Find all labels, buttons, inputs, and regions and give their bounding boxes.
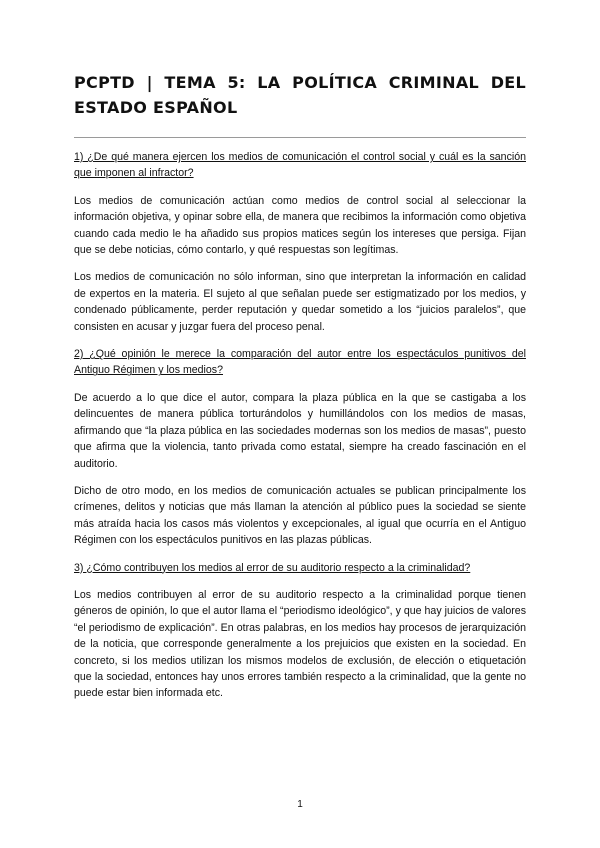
answer-1-paragraph-1: Los medios de comunicación actúan como medios de control social al seleccionar la información objetiva, y opinar sobre ella, de manera que recibimos la información como objetiva cuando cada medio le ha añadido sus propios matices según los intereses que persiga. Fijan que se debe noticias, cómo contarlo, y qué respuestas son legítimas. <box>74 194 526 257</box>
answer-3-paragraph-1: Los medios contribuyen al error de su auditorio respecto a la criminalidad porque tienen géneros de opinión, lo que el autor llama el “periodismo ideológico”, y que hay juicios de valores “el periodismo de explicación”. En otras palabras, en los medios hay procesos de jerarquización de la noticia, que corresponde generalmente a los prejuicios que existen en la sociedad. En concreto, si los medios utilizan los mismos modelos de exclusión, de elección o etiquetación que la sociedad, entonces hay unos errores también respecto a la criminalidad, que la gente no puede estar bien informada etc. <box>74 588 526 700</box>
document-title: PCPTD | TEMA 5: LA POLÍTICA CRIMINAL DEL ESTADO ESPAÑOL <box>74 73 526 117</box>
question-3: 3) ¿Cómo contribuyen los medios al error de su auditorio respecto a la criminalidad? <box>74 561 471 574</box>
answer-1-paragraph-2: Los medios de comunicación no sólo informan, sino que interpretan la información en calidad de expertos en la materia. El sujeto al que señalan puede ser estigmatizado por los medios, y condenado públicamente, perder reputación y quedar sometido a los “juicios paralelos”, que consisten en acusar y juzgar fuera del proceso penal. <box>74 271 526 333</box>
title-divider <box>74 137 526 138</box>
page-number: 1 <box>297 799 303 810</box>
section-1 <box>74 149 526 335</box>
section-3 <box>74 560 526 702</box>
question-1: 1) ¿De qué manera ejercen los medios de comunicación el control social y cuál es la sanción que imponen al infractor? <box>74 151 526 180</box>
section-2 <box>74 346 526 548</box>
answer-2-paragraph-1: De acuerdo a lo que dice el autor, compara la plaza pública en la que se castigaba a los delincuentes de manera pública torturándolos y humillándolos con los medios de masas, afirmando que “la plaza pública en las sociedades modernas son los medios de masas”, puesto que afirma que la violencia, tanto privada como estatal, siempre ha creado fascinación en el auditorio. <box>74 391 526 470</box>
question-2: 2) ¿Qué opinión le merece la comparación del autor entre los espectáculos punitivos del Antiguo Régimen y los medios? <box>74 348 526 377</box>
answer-2-paragraph-2: Dicho de otro modo, en los medios de comunicación actuales se publican principalmente los crímenes, delitos y noticias que más llaman la atención al público pues la sociedad se siente más atraída hacia los casos más violentos y excepcionales, al igual que ocurría en el Antiguo Régimen con los espectáculos punitivos en las plazas públicas. <box>74 484 526 547</box>
document-body <box>74 149 526 713</box>
